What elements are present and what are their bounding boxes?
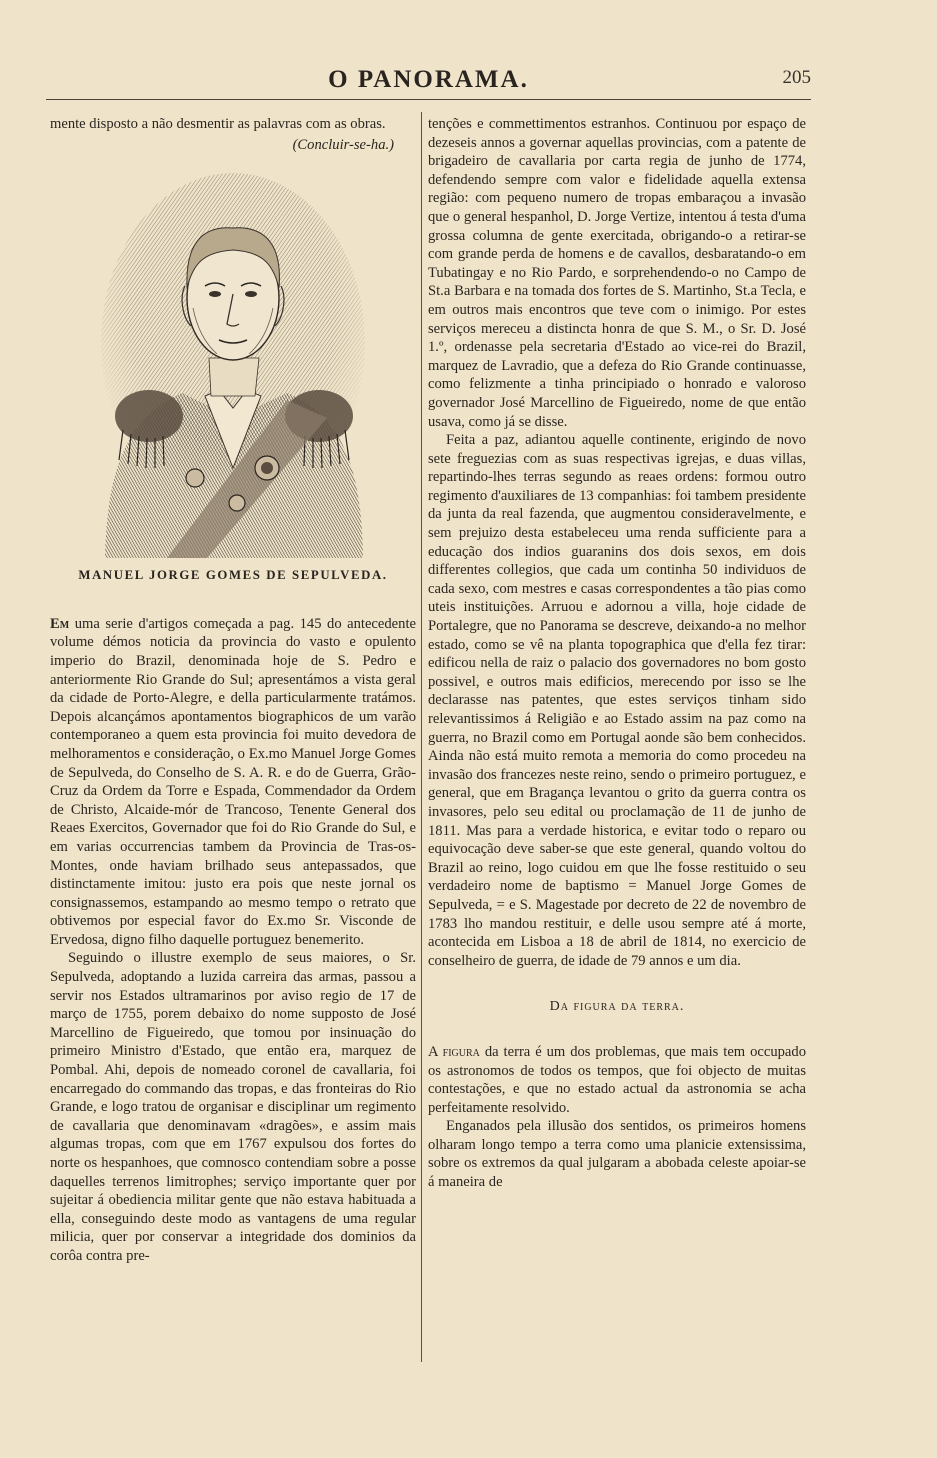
article-paragraph-3: Feita a paz, adiantou aquelle continente, erigindo de novo sete freguezias com as suas respectivas igrejas, e duas villas, repartindo-lhes terras segundo as reaes ordens: formou outro regimento d'auxiliares de 13 companhias: foi tambem presidente da junta da real fazenda, que augmentou consideravelmente, e sem prejuizo desta estabeleceu uma renda sufficiente para a educação dos indios guaranins dos dois sexos, em dois differentes collegios, que cada um continha 50 individuos de cada sexo, com mestres e casas correspondentes a tão pias como uteis instituições. Arruou e adornou a villa, hoje cidade de Portalegre, que no Panorama se descreve, deixando-a no melhor estado, como se vê na planta topographica que d'ella fez tirar: edificou nella de raiz o palacio dos governadores no bom gosto possivel, e outros mais edificios, merecendo por isso se lhe declarasse nas patentes, que estes serviços tinham sido relevantissimos á Religião e ao Estado assim na paz como na guerra, no Brazil como em Portugal aonde são bem conhecidos. Ainda não está muito remota a memoria do como procedeu na invasão dos francezes neste reino, sendo o primeiro portuguez, e general, que em Bragança levantou o grito da guerra contra os invasores, pelo seu edital ou proclamação de 11 de junho de 1811. Mas para a verdade historica, e evitar todo o reparo ou equivocação deve saber-se que este general, quando voltou do Brazil ao reino, logo cuidou em que lhe fosse restituido o seu verdadeiro nome de baptismo = Manuel Jorge Gomes de Sepulveda, = e S. Magestade por decreto de 22 de novembro de 1783 lho mandou restituir, e delle usou sempre até á morte, acontecida em Lisboa a 18 de abril de 1814, no exercicio de conselheiro de guerra, de idade de 79 annos e um dia. [428, 432, 806, 969]
section-paragraph-text: da terra é um dos problemas, que mais tem occupado os astronomos de todos os tempos, que foi objecto de muitas contestações, e que no estado actual da astronomia se acha perfeitamente resolvido. [428, 1043, 806, 1116]
column-divider [421, 112, 422, 1362]
section-paragraph [428, 1043, 806, 1117]
page-number: 205 [782, 67, 811, 88]
continuation-note: (Concluir-se-ha.) [292, 136, 394, 153]
section-title: Da figura da terra. [549, 999, 685, 1015]
page-header [46, 64, 811, 98]
right-column [428, 115, 806, 1192]
article-paragraph-2: Seguindo o illustre exemplo de seus maiores, o Sr. Sepulveda, adoptando a luzida carreira das armas, passou a servir nos Estados ultramarinos por aviso regio de 17 de março de 1755, porem debaixo do nome supposto de José Marcellino de Figueiredo, que tomou por insinuação do primeiro Ministro d'Estado, que então era, marquez de Pombal. Ahi, depois de nomeado coronel de cavallaria, foi encarregado do commando das tropas, e das fronteiras do Rio Grande, e logo tratou de organisar e disciplinar um regimento de cavallaria que denominavam «dragões», e assim mais algumas tropas, com que em 1767 expulsou dos fortes do norte os hespanhoes, que comnosco contendiam sobre a posse daquelles terrenos limitrophes; serviço importante quer por sujeitar á obediencia militar gente que não estava habituada a ella, conseguindo deste modo as vantagens de uma regular milicia, quer por conservar a integridade dos dominios da corôa contra pre- [50, 950, 416, 1264]
portrait-engraving [87, 168, 379, 558]
left-column [50, 115, 416, 1266]
newspaper-title: O PANORAMA. [328, 66, 529, 93]
portrait-caption: MANUEL JORGE GOMES DE SEPULVEDA. [78, 568, 388, 583]
article-paragraph-text: uma serie d'artigos começada a pag. 145 do antecedente volume démos noticia da provincia do vasto e opulento imperio do Brazil, denominada hoje de S. Pedro e anteriormente Rio Grande do Sul; apresentámos a vista geral da cidade de Porto-Alegre, e della particularmente tratámos. Depois alcançámos apontamentos biographicos de um varão contemporaneo a quem esta provincia foi muito devedora de melhoramentos e consideração, o Ex.mo Manuel Jorge Gomes de Sepulveda, do Conselho de S. A. R. e do de Guerra, Grão-Cruz da Ordem da Torre e Espada, Commendador da Ordem de Christo, Alcaide-mór de Trancoso, Tenente General dos Reaes Exercitos, Governador que foi do Rio Grande do Sul, e em varias occurrencias tambem da Provincia de Tras-os-Montes, onde haviam brilhado seus antepassados, que distinctamente imitou: justo era pois que neste jornal os consignassemos, estampando ao mesmo tempo o retrato que obtivemos por especial favor do Ex.mo Sr. Visconde de Ervedosa, digno filho daquelle portuguez benemerito. [50, 615, 416, 948]
article-paragraph [50, 615, 416, 950]
header-rule [46, 99, 811, 100]
intro-text: mente disposto a não desmentir as palavras com as obras. [50, 116, 386, 132]
article-continuation: tenções e commettimentos estranhos. Continuou por espaço de dezeseis annos a governar aquellas provincias, com a patente de brigadeiro de cavallaria por carta regia de junho de 1774, defendendo sempre com valor e fidelidade aquella extensa região: com pequeno numero de tropas embaraçou a invasão que o general hespanhol, D. Jorge Vertize, intentou á testa d'uma grossa columna de gente exercitada, obrigando-o a retirar-se com grande perda de homens e de cavallos, desbaratando-o em Tubatingay e no Rio Pardo, e sorprehendendo-o no Campo de St.a Barbara e na tomada dos fortes de S. Martinho, St.a Tecla, e em outros mais encontros que teve com o inimigo. Por estes serviços mereceu a distincta honra de que S. M., o Sr. D. José 1.º, ordenasse pela secretaria d'Estado ao vice-rei do Brazil, marquez de Lavradio, que a defeza do Rio Grande continuasse, como felizmente a tinha principiado o honrado e valoroso governador José Marcellino de Figueiredo, nome de que então usava, como já se disse. [428, 116, 806, 430]
section-dropcap: A figura [428, 1043, 480, 1060]
section-paragraph-2: Enganados pela illusão dos sentidos, os primeiros homens olharam longo tempo a terra como uma planicie extensissima, sobre os extremos da qual julgaram a abobada celeste apoiar-se á maneira de [428, 1118, 806, 1191]
article-dropcap: Em [50, 615, 70, 632]
